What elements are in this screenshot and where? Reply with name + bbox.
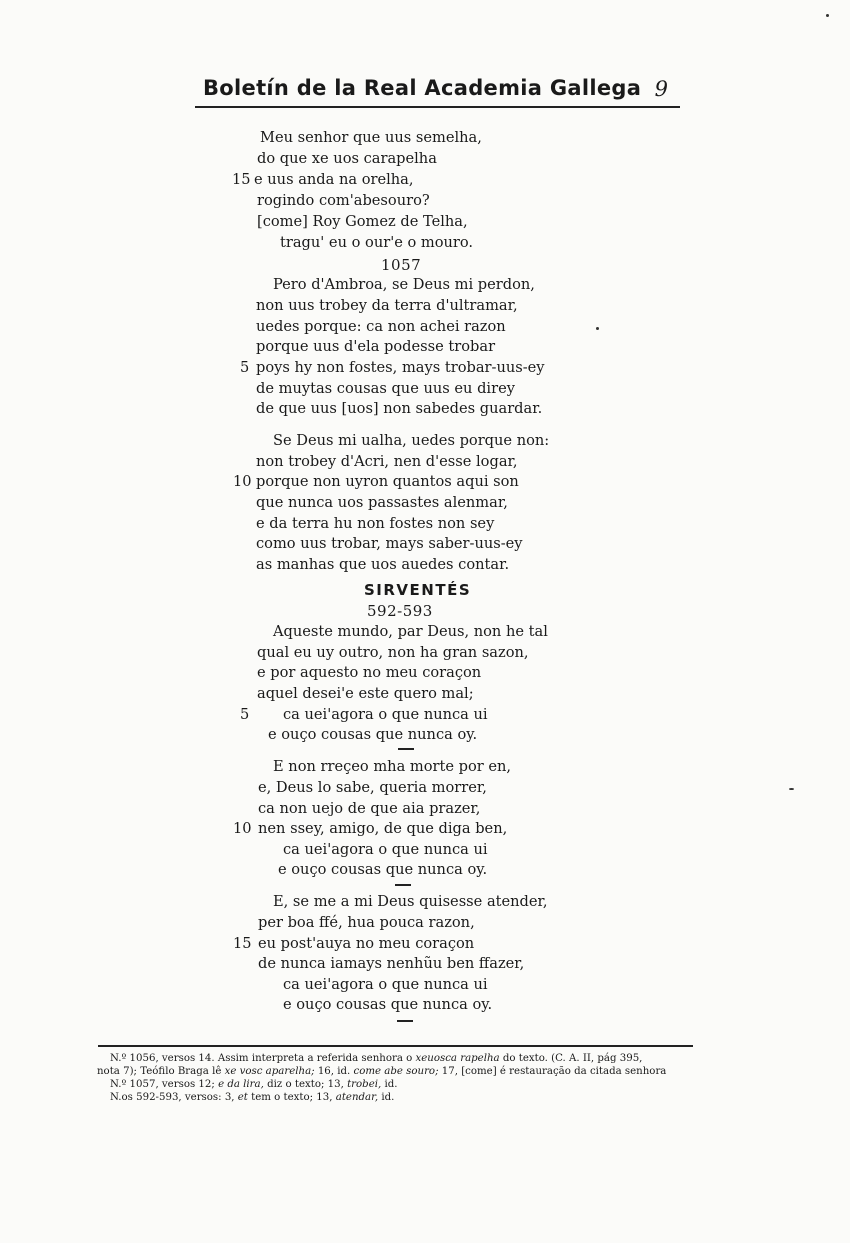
verse-line: de que uus [uos] non sabedes guardar. <box>256 400 543 417</box>
verse-line: rogindo com'abesouro? <box>257 192 430 209</box>
scan-speck <box>826 14 829 17</box>
verse-line: eu post'auya no meu coraçon <box>258 935 475 952</box>
verse-line: non uus trobey da terra d'ultramar, <box>256 297 518 314</box>
verse-line: nen ssey, amigo, de que diga ben, <box>258 820 508 837</box>
verse-line: ca uei'agora o que nunca ui <box>283 976 488 993</box>
verse-line: Pero d'Ambroa, se Deus mi perdon, <box>273 276 535 293</box>
verse-line: e ouço cousas que nunca oy. <box>268 726 478 743</box>
verse-line: per boa ffé, hua pouca razon, <box>258 914 475 931</box>
footnote-line: nota 7); Teófilo Braga lê xe vosc aparelha; 16, id. come abe souro; 17, [come] é restauração da citada senhora <box>97 1066 667 1077</box>
verse-line: e ouço cousas que nunca oy. <box>278 861 488 878</box>
verse-line: E, se me a mi Deus quisesse atender, <box>273 893 548 910</box>
verse-line: que nunca uos passastes alenmar, <box>256 494 508 511</box>
footnote-line: N.º 1056, versos 14. Assim interpreta a referida senhora o xeuosca rapelha do texto. (C. A. II, pág 395, <box>110 1053 643 1064</box>
verse-line: ca uei'agora o que nunca ui <box>283 706 488 723</box>
verse-line: tragu' eu o our'e o mouro. <box>280 234 474 251</box>
verse-line: E non rreçeo mha morte por en, <box>273 758 512 775</box>
line-number: 15 <box>233 935 252 952</box>
running-header <box>195 76 680 108</box>
verse-line: aquel desei'e este quero mal; <box>257 685 474 702</box>
verse-line: Aqueste mundo, par Deus, non he tal <box>273 623 548 640</box>
section-title: SIRVENTÉS <box>364 581 472 599</box>
verse-line: porque uus d'ela podesse trobar <box>256 338 496 355</box>
verse-line: porque non uyron quantos aqui son <box>256 473 519 490</box>
verse-line: Se Deus mi ualha, uedes porque non: <box>273 432 550 449</box>
verse-line: e ouço cousas que nunca oy. <box>283 996 493 1013</box>
footnote-line: N.os 592-593, versos: 3, et tem o texto; 13, atendar, id. <box>110 1092 395 1103</box>
footnote-rule <box>98 1045 693 1047</box>
stanza-separator <box>395 884 411 886</box>
verse-line: de muytas cousas que uus eu direy <box>256 380 515 397</box>
verse-line: uedes porque: ca non achei razon <box>256 318 506 335</box>
verse-line: e por aquesto no meu coraçon <box>257 664 482 681</box>
verse-line: ca non uejo de que aia prazer, <box>258 800 481 817</box>
verse-line: e da terra hu non fostes non sey <box>256 515 495 532</box>
verse-line: e, Deus lo sabe, queria morrer, <box>258 779 487 796</box>
line-number: 10 <box>233 473 252 490</box>
verse-line: como uus trobar, mays saber-uus-ey <box>256 535 523 552</box>
page-number: 9 <box>654 77 668 101</box>
stanza-separator <box>398 748 414 750</box>
verse-line: e uus anda na orelha, <box>254 171 414 188</box>
verse-line: do que xe uos carapelha <box>257 150 437 167</box>
verse-line: ca uei'agora o que nunca ui <box>283 841 488 858</box>
scan-speck <box>789 788 794 790</box>
poem-number: 1057 <box>381 256 422 274</box>
line-number: 5 <box>240 359 250 376</box>
poem-number: 592-593 <box>367 602 433 620</box>
footnote-line: N.º 1057, versos 12; e da lira, diz o texto; 13, trobei, id. <box>110 1079 398 1090</box>
verse-line: [come] Roy Gomez de Telha, <box>257 213 468 230</box>
verse-line: as manhas que uos auedes contar. <box>256 556 510 573</box>
line-number: 10 <box>233 820 252 837</box>
verse-line: qual eu uy outro, non ha gran sazon, <box>257 644 529 661</box>
line-number: 5 <box>240 706 250 723</box>
stanza-separator <box>397 1020 413 1022</box>
verse-line: de nunca iamays nenhũu ben ffazer, <box>258 955 525 972</box>
header-rule <box>195 106 680 108</box>
verse-line: poys hy non fostes, mays trobar-uus-ey <box>256 359 545 376</box>
verse-line: Meu senhor que uus semelha, <box>260 129 482 146</box>
line-number: 15 <box>232 171 251 188</box>
verse-line: non trobey d'Acri, nen d'esse logar, <box>256 453 518 470</box>
scan-speck <box>596 327 599 330</box>
journal-title: Boletín de la Real Academia Gallega <box>203 76 642 100</box>
